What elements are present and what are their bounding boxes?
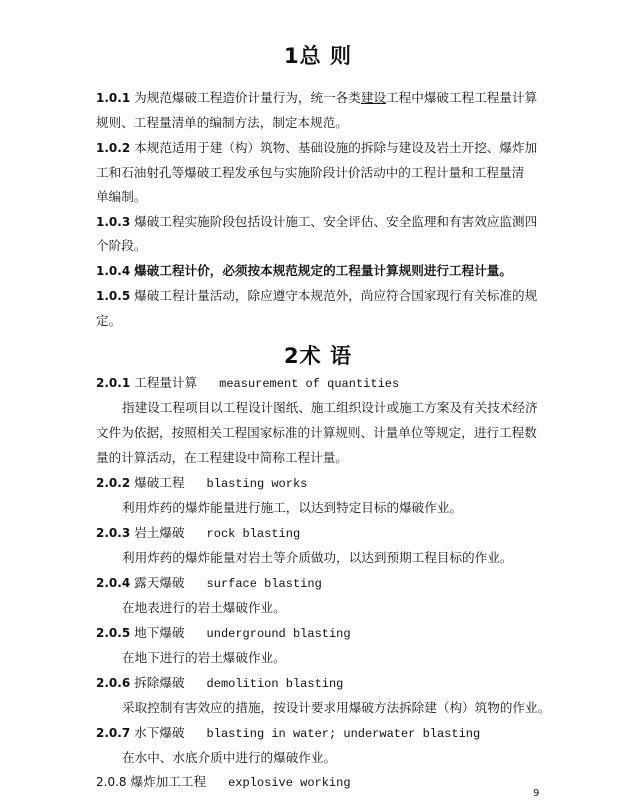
term-chinese: 露天爆破 <box>134 575 185 590</box>
term-2-0-1-heading <box>96 375 399 392</box>
clause-1-0-2-line-1 <box>96 140 537 156</box>
clause-number: 1.0.5 <box>96 289 131 303</box>
term-number: 2.0.8 <box>96 775 127 789</box>
clause-number: 1.0.3 <box>96 215 131 229</box>
term-english: underground blasting <box>206 627 351 641</box>
clause-number: 1.0.1 <box>96 91 131 105</box>
term-number: 2.0.3 <box>96 526 131 540</box>
term-english: rock blasting <box>206 527 301 541</box>
clause-1-0-4-line-1 <box>96 263 512 279</box>
term-2-0-8-heading <box>96 774 351 791</box>
term-2-0-3-definition: 利用炸药的爆炸能量对岩土等介质做功，以达到预期工程目标的作业。 <box>122 550 513 565</box>
clause-1-0-1-line-2: 规则、工程量清单的编制方法，制定本规范。 <box>96 115 348 130</box>
clause-text-bold: 爆破工程计价，必须按本规范规定的工程量计算规则进行工程计量。 <box>134 263 512 278</box>
clause-number: 1.0.4 <box>96 264 131 278</box>
clause-1-0-5-line-1 <box>96 288 537 304</box>
term-english: blasting in water; underwater blasting <box>206 727 481 741</box>
term-2-0-7-definition: 在水中、水底介质中进行的爆破作业。 <box>122 750 337 765</box>
term-english: surface blasting <box>206 577 322 591</box>
term-2-0-4-heading <box>96 575 322 592</box>
clause-text: 为规范爆破工程造价计量行为，统一各类 <box>134 90 361 105</box>
clause-text: 爆破工程实施阶段包括设计施工、安全评估、安全监理和有害效应监测四 <box>134 214 538 229</box>
term-2-0-6-definition: 采取控制有害效应的措施，按设计要求用爆破方法拆除建（构）筑物的作业。 <box>122 700 551 715</box>
clause-1-0-1-line-1 <box>96 90 537 106</box>
term-2-0-1-definition-line-2: 文件为依据，按照相关工程国家标准的计算规则、计量单位等规定，进行工程数 <box>96 425 537 440</box>
term-chinese: 岩土爆破 <box>134 525 185 540</box>
term-2-0-2-heading <box>96 475 307 492</box>
clause-1-0-3-line-2: 个阶段。 <box>96 238 147 253</box>
clause-1-0-5-line-2: 定。 <box>96 313 122 328</box>
term-number: 2.0.7 <box>96 726 131 740</box>
term-chinese: 水下爆破 <box>134 725 185 740</box>
clause-1-0-2-line-3: 单编制。 <box>96 189 147 204</box>
term-chinese: 拆除爆破 <box>134 675 185 690</box>
term-number: 2.0.5 <box>96 626 131 640</box>
term-chinese: 爆炸加工工程 <box>130 774 207 789</box>
clause-text-underlined: 建设 <box>360 90 387 105</box>
page-number: 9 <box>533 788 540 799</box>
term-english: blasting works <box>206 477 308 491</box>
term-english: explosive working <box>228 776 351 790</box>
term-chinese: 工程量计算 <box>134 375 198 390</box>
clause-text: 工程中爆破工程工程量计算 <box>386 90 538 105</box>
term-chinese: 地下爆破 <box>134 625 185 640</box>
chapter-2-title: 2术 语 <box>284 344 352 368</box>
term-number: 2.0.6 <box>96 676 131 690</box>
term-2-0-3-heading <box>96 525 300 542</box>
clause-text: 爆破工程计量活动，除应遵守本规范外，尚应符合国家现行有关标准的规 <box>134 288 538 303</box>
term-2-0-5-heading <box>96 625 351 642</box>
term-english: measurement of quantities <box>219 377 400 391</box>
term-number: 2.0.4 <box>96 576 131 590</box>
term-chinese: 爆破工程 <box>134 475 185 490</box>
clause-1-0-3-line-1 <box>96 214 537 230</box>
term-number: 2.0.1 <box>96 376 131 390</box>
term-english: demolition blasting <box>206 677 344 691</box>
clause-number: 1.0.2 <box>96 141 131 155</box>
term-2-0-1-definition-line-3: 量的计算活动，在工程建设中简称工程计量。 <box>96 450 348 465</box>
chapter-1-title: 1总 则 <box>284 44 352 68</box>
term-2-0-7-heading <box>96 725 480 742</box>
term-2-0-4-definition: 在地表进行的岩土爆破作业。 <box>122 600 286 615</box>
term-2-0-1-definition-line-1: 指建设工程项目以工程设计图纸、施工组织设计或施工方案及有关技术经济 <box>122 400 538 415</box>
term-number: 2.0.2 <box>96 476 131 490</box>
term-2-0-6-heading <box>96 675 343 692</box>
clause-text: 本规范适用于建（构）筑物、基础设施的拆除与建设及岩土开挖、爆炸加 <box>134 140 538 155</box>
term-2-0-5-definition: 在地下进行的岩土爆破作业。 <box>122 650 286 665</box>
clause-1-0-2-line-2: 工和石油射孔等爆破工程发承包与实施阶段计价活动中的工程计量和工程量清 <box>96 165 525 180</box>
term-2-0-2-definition: 利用炸药的爆炸能量进行施工，以达到特定目标的爆破作业。 <box>122 500 463 515</box>
